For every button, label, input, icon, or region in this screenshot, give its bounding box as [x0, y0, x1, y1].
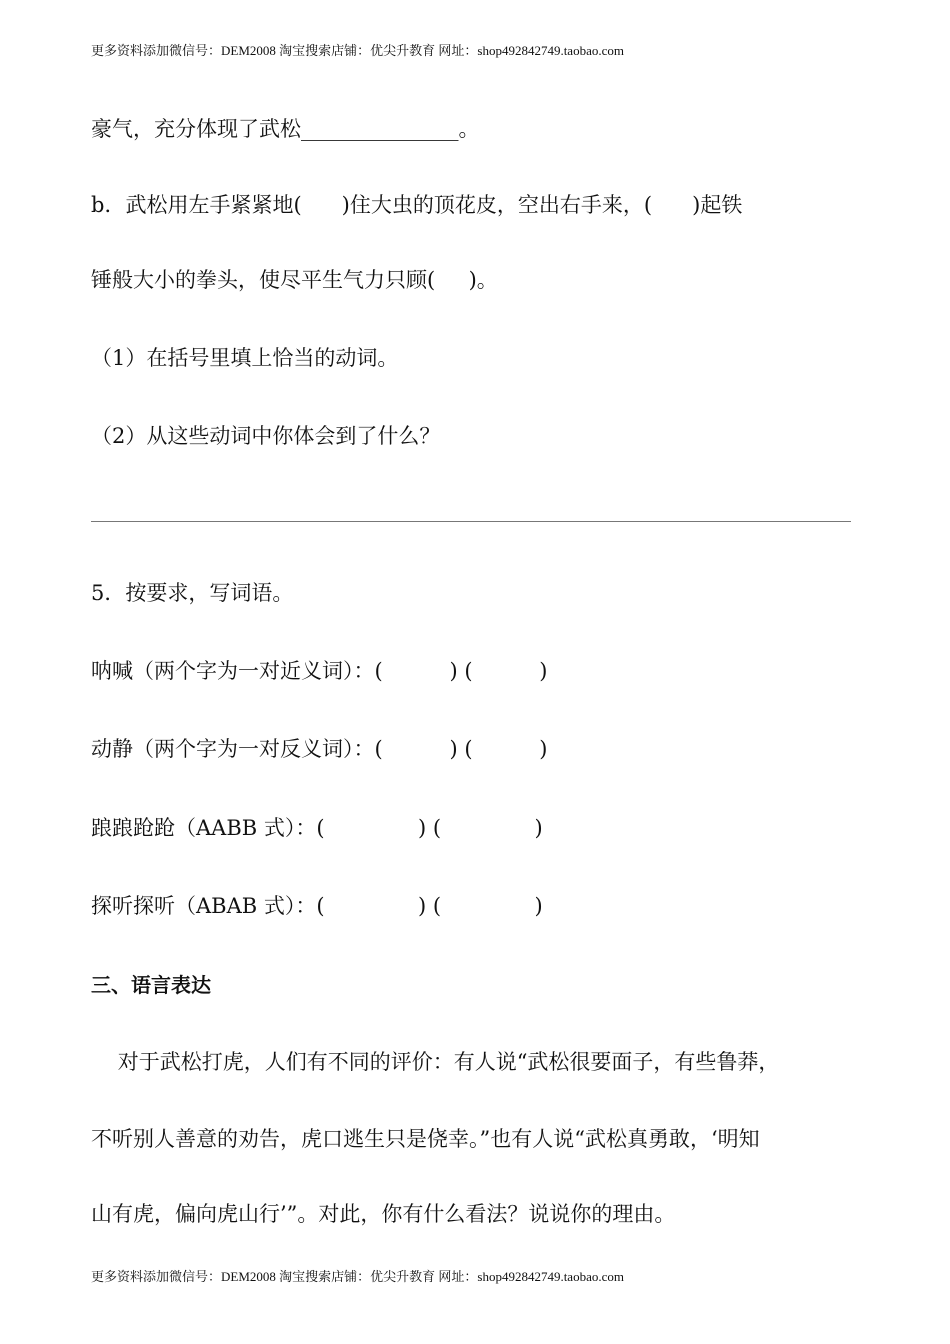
page-footer: 更多资料添加微信号：DEM2008 淘宝搜索店铺：优尖升教育 网址：shop492842749.taobao.com [91, 1269, 624, 1284]
page-header: 更多资料添加微信号：DEM2008 淘宝搜索店铺：优尖升教育 网址：shop492842749.taobao.com [91, 43, 624, 58]
answer-line [91, 521, 851, 522]
section-heading: 三、语言表达 [91, 973, 211, 997]
abab-item: 探听探听（ABAB 式）：( ) ( ) [91, 894, 543, 918]
question-5-title: 5．按要求，写词语。 [91, 581, 294, 605]
paragraph-line-1: 对于武松打虎，人们有不同的评价：有人说“武松很要面子，有些鲁莽， [91, 1050, 780, 1074]
question-b-continued: 锤般大小的拳头，使尽平生气力只顾( )。 [91, 268, 498, 292]
synonym-item: 呐喊（两个字为一对近义词）：( ) ( ) [91, 659, 548, 683]
question-b: b．武松用左手紧紧地( )住大虫的顶花皮，空出右手来，( )起铁 [91, 193, 743, 217]
aabb-item: 踉踉跄跄（AABB 式）：( ) ( ) [91, 816, 543, 840]
paragraph-line-3: 山有虎，偏向虎山行’”。对此，你有什么看法？说说你的理由。 [91, 1202, 676, 1226]
sub-question-1: （1）在括号里填上恰当的动词。 [91, 346, 399, 370]
paragraph-line-2: 不听别人善意的劝告，虎口逃生只是侥幸。”也有人说“武松真勇敢，‘明知 [91, 1127, 760, 1151]
sub-question-2: （2）从这些动词中你体会到了什么？ [91, 424, 441, 448]
antonym-item: 动静（两个字为一对反义词）：( ) ( ) [91, 737, 548, 761]
text-line-1: 豪气，充分体现了武松_______________。 [91, 117, 480, 141]
